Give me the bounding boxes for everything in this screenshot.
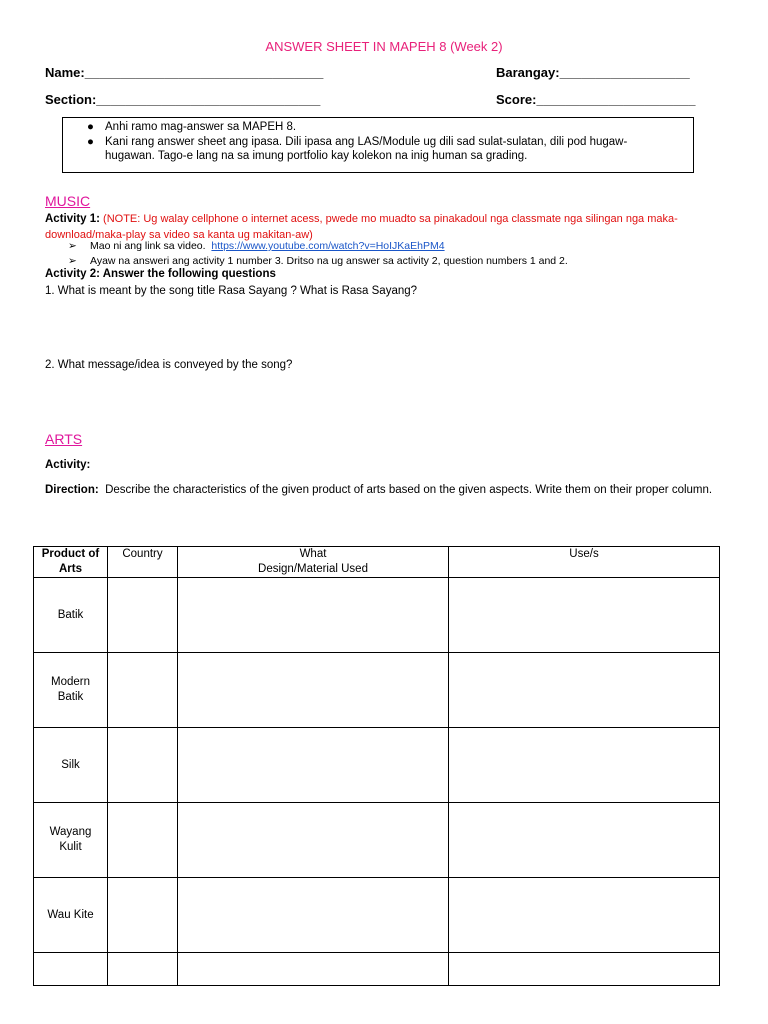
question-1: 1. What is meant by the song title Rasa Sayang ? What is Rasa Sayang? <box>45 285 418 297</box>
country-cell[interactable] <box>108 728 178 803</box>
direction-text: Describe the characteristics of the given product of arts based on the given aspects. Write them on their proper column. <box>105 484 713 496</box>
arts-table <box>33 546 720 986</box>
country-cell[interactable] <box>108 578 178 653</box>
product-cell: Batik <box>34 578 108 653</box>
table-row <box>34 578 720 653</box>
page-title: ANSWER SHEET IN MAPEH 8 (Week 2) <box>265 39 503 54</box>
music-heading: MUSIC <box>45 193 91 209</box>
header-country: Country <box>108 547 178 578</box>
uses-cell[interactable] <box>449 803 720 878</box>
table-row <box>34 728 720 803</box>
arrow-bullet-icon: ➢ <box>68 240 77 252</box>
country-cell[interactable] <box>108 803 178 878</box>
table-row <box>34 953 720 986</box>
header-design: What Design/Material Used <box>178 547 449 578</box>
arts-activity-label: Activity: <box>45 459 91 471</box>
activity2-label: Activity 2: Answer the following questions <box>45 268 276 280</box>
arrow-bullet-icon: ➢ <box>68 255 77 267</box>
question-2: 2. What message/idea is conveyed by the song? <box>45 359 293 371</box>
arts-direction <box>45 482 725 498</box>
product-cell[interactable] <box>34 953 108 986</box>
instruction-item <box>87 120 693 135</box>
video-link-line <box>68 240 445 252</box>
table-row <box>34 878 720 953</box>
design-cell[interactable] <box>178 803 449 878</box>
product-cell: Wayang Kulit <box>34 803 108 878</box>
section-field[interactable]: Section:_______________________________ <box>45 92 321 107</box>
activity1-instruction-line <box>68 255 568 267</box>
uses-cell[interactable] <box>449 878 720 953</box>
uses-cell[interactable] <box>449 578 720 653</box>
design-cell[interactable] <box>178 578 449 653</box>
activity1-label: Activity 1: <box>45 213 100 225</box>
direction-label: Direction: <box>45 484 99 496</box>
bullet-icon: ● <box>87 135 94 148</box>
music-activity1 <box>45 211 735 243</box>
header-uses: Use/s <box>449 547 720 578</box>
instructions-box <box>62 117 694 173</box>
uses-cell[interactable] <box>449 728 720 803</box>
activity1-note-cont: download/maka-play sa video sa kanta ug makitan-aw) <box>45 229 313 241</box>
bullet-icon: ● <box>87 121 94 133</box>
name-field[interactable]: Name:_________________________________ <box>45 65 324 80</box>
product-cell: Silk <box>34 728 108 803</box>
design-cell[interactable] <box>178 878 449 953</box>
arts-heading: ARTS <box>45 431 83 447</box>
product-cell: Modern Batik <box>34 653 108 728</box>
video-link[interactable]: https://www.youtube.com/watch?v=HoIJKaEhPM4 <box>211 240 445 252</box>
country-cell[interactable] <box>108 878 178 953</box>
table-header-row <box>34 547 720 578</box>
barangay-field[interactable]: Barangay:__________________ <box>496 65 690 80</box>
link-prefix: Mao ni ang link sa video. <box>90 240 206 252</box>
instruction-item <box>87 135 693 164</box>
instruction-text: Anhi ramo mag-answer sa MAPEH 8. <box>105 121 297 133</box>
product-cell: Wau Kite <box>34 878 108 953</box>
country-cell[interactable] <box>108 653 178 728</box>
uses-cell[interactable] <box>449 953 720 986</box>
header-product: Product of Arts <box>34 547 108 578</box>
table-row <box>34 653 720 728</box>
design-cell[interactable] <box>178 653 449 728</box>
country-cell[interactable] <box>108 953 178 986</box>
activity1-instruction: Ayaw na answeri ang activity 1 number 3. Dritso na ug answer sa activity 2, question numbers 1 and 2. <box>90 255 568 267</box>
activity1-note: (NOTE: Ug walay cellphone o internet acess, pwede mo muadto sa pinakadoul nga classmate nga silingan nga maka- <box>103 213 678 225</box>
instruction-text: Kani rang answer sheet ang ipasa. Dili ipasa ang LAS/Module ug dili sad sulat-sulatan, dili pod hugaw-hugawan. Tago-e lang na sa imung portfolio kay kolekon na inig human sa grading. <box>105 135 628 162</box>
score-field[interactable]: Score:______________________ <box>496 92 696 107</box>
design-cell[interactable] <box>178 953 449 986</box>
table-row <box>34 803 720 878</box>
design-cell[interactable] <box>178 728 449 803</box>
uses-cell[interactable] <box>449 653 720 728</box>
